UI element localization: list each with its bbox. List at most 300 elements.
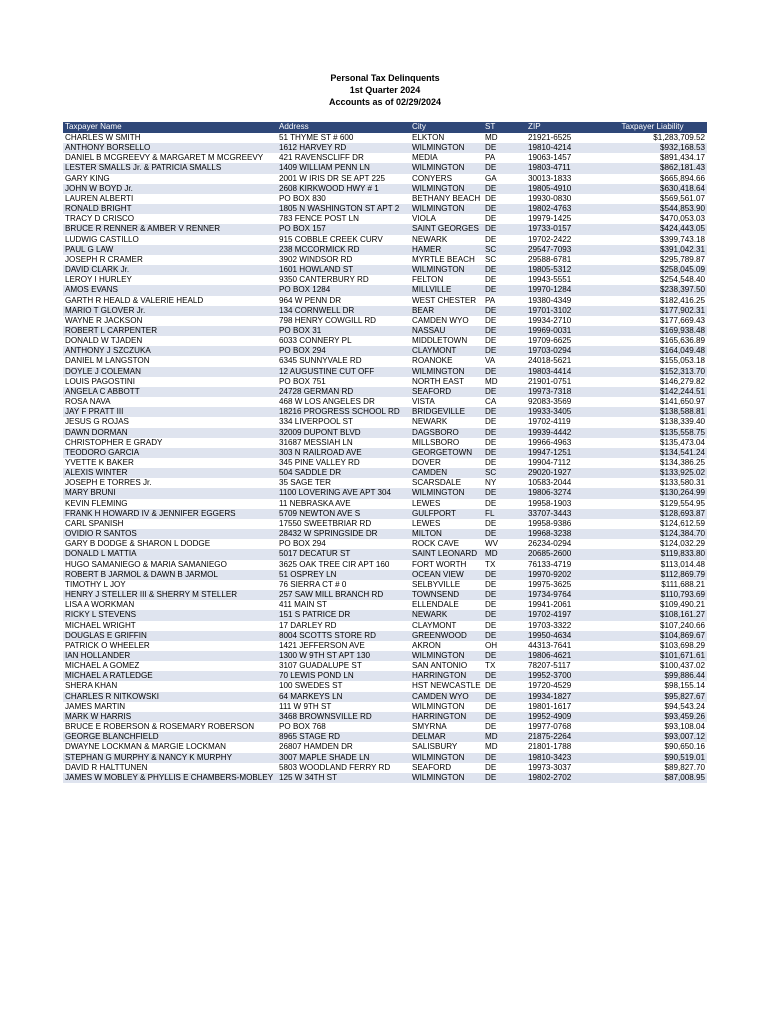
table-row bbox=[63, 306, 707, 316]
address-cell: 1409 WILLIAM PENN LN bbox=[277, 163, 410, 173]
table-body bbox=[63, 133, 707, 783]
zip-cell: 19702-4119 bbox=[528, 417, 571, 427]
zip-cell: 78207-5117 bbox=[528, 661, 571, 671]
zip-cell: 19802-2702 bbox=[526, 773, 598, 783]
city-cell: NORTH EAST bbox=[412, 376, 465, 386]
taxpayer-name-cell: LESTER SMALLS Jr. & PATRICIA SMALLS bbox=[63, 163, 277, 173]
address-cell: 51 THYME ST # 600 bbox=[279, 133, 354, 142]
report-title: Personal Tax Delinquents bbox=[330, 73, 440, 83]
liability-cell: $470,053.03 bbox=[659, 214, 705, 224]
address-cell: 5709 NEWTON AVE S bbox=[277, 509, 410, 519]
taxpayer-name-cell: FRANK H HOWARD IV & JENNIFER EGGERS bbox=[63, 509, 277, 519]
state-cell: DE bbox=[483, 387, 526, 397]
taxpayer-name-cell: MARY BRUNI bbox=[63, 488, 277, 498]
taxpayer-name-cell: CHRISTOPHER E GRADY bbox=[65, 437, 163, 447]
zip-cell: 19703-0294 bbox=[526, 346, 598, 356]
address-cell: 783 FENCE POST LN bbox=[279, 214, 359, 224]
liability-cell: $891,434.17 bbox=[659, 153, 705, 163]
taxpayer-name-cell: DANIEL M LANGSTON bbox=[65, 356, 150, 366]
zip-cell: 19950-4634 bbox=[526, 631, 598, 641]
address-cell: 3007 MAPLE SHADE LN bbox=[277, 753, 410, 763]
address-cell: 257 SAW MILL BRANCH RD bbox=[277, 590, 410, 600]
liability-cell: $113,014.48 bbox=[660, 559, 705, 569]
city-cell: SAINT LEONARD bbox=[410, 549, 483, 559]
liability-cell: $169,938.48 bbox=[598, 326, 707, 336]
city-cell: NEWARK bbox=[412, 417, 448, 427]
state-cell: DE bbox=[485, 722, 497, 732]
table-row bbox=[63, 702, 707, 712]
zip-cell: 19930-0830 bbox=[528, 193, 572, 203]
address-cell: 1100 LOVERING AVE APT 304 bbox=[277, 488, 410, 498]
column-header-taxpayer-liability: Taxpayer Liability bbox=[598, 122, 707, 133]
zip-cell: 21875-2264 bbox=[526, 732, 598, 742]
taxpayer-name-cell: YVETTE K BAKER bbox=[65, 458, 134, 467]
table-row bbox=[63, 590, 707, 600]
zip-cell: 29020-1927 bbox=[526, 468, 598, 478]
liability-cell: $110,793.69 bbox=[598, 590, 707, 600]
address-cell: 70 LEWIS POND LN bbox=[277, 671, 410, 681]
table-row bbox=[63, 174, 707, 184]
address-cell: 5803 WOODLAND FERRY RD bbox=[279, 762, 391, 772]
state-cell: DE bbox=[483, 692, 526, 702]
taxpayer-name-cell: TEODORO GARCIA bbox=[63, 448, 277, 458]
address-cell: PO BOX 830 bbox=[279, 193, 326, 203]
city-cell: NASSAU bbox=[410, 326, 483, 336]
taxpayer-name-cell: DOUGLAS E GRIFFIN bbox=[63, 631, 277, 641]
liability-cell: $103,698.29 bbox=[659, 640, 705, 650]
table-row bbox=[63, 621, 707, 631]
taxpayer-name-cell: MICHAEL A GOMEZ bbox=[65, 661, 140, 671]
liability-cell: $177,902.31 bbox=[598, 306, 707, 316]
zip-cell: 19973-7318 bbox=[526, 387, 598, 397]
state-cell: DE bbox=[483, 326, 526, 336]
city-cell: MIDDLETOWN bbox=[412, 336, 468, 346]
zip-cell: 92083-3569 bbox=[528, 397, 572, 407]
table-row bbox=[63, 184, 707, 194]
liability-cell: $142,244.51 bbox=[598, 387, 707, 397]
state-cell: DE bbox=[483, 428, 526, 438]
address-cell: 8004 SCOTTS STORE RD bbox=[277, 631, 410, 641]
state-cell: DE bbox=[485, 458, 497, 467]
zip-cell: 30013-1833 bbox=[528, 173, 572, 183]
zip-cell: 19734-9764 bbox=[526, 590, 598, 600]
city-cell: GREENWOOD bbox=[410, 631, 483, 641]
zip-cell: 19702-2422 bbox=[528, 234, 572, 244]
taxpayer-name-cell: JAMES W MOBLEY & PHYLLIS E CHAMBERS-MOBLEY bbox=[63, 773, 277, 783]
liability-cell: $165,636.89 bbox=[659, 336, 705, 346]
taxpayer-name-cell: DWAYNE LOCKMAN & MARGIE LOCKMAN bbox=[65, 742, 226, 752]
zip-cell: 19801-1617 bbox=[528, 701, 572, 711]
state-cell: MD bbox=[485, 742, 498, 752]
table-row bbox=[63, 753, 707, 763]
liability-cell: $130,264.99 bbox=[598, 488, 707, 498]
table-row bbox=[63, 417, 707, 427]
address-cell: 17550 SWEETBRIAR RD bbox=[279, 518, 372, 528]
liability-cell: $569,561.07 bbox=[659, 193, 705, 203]
table-row bbox=[63, 610, 707, 620]
taxpayer-name-cell: DOYLE J COLEMAN bbox=[63, 367, 277, 377]
column-header-zip: ZIP bbox=[526, 122, 598, 133]
taxpayer-name-cell: GARY KING bbox=[65, 173, 110, 183]
liability-cell: $100,437.02 bbox=[659, 661, 705, 671]
zip-cell: 19958-1903 bbox=[528, 498, 572, 508]
address-cell: 238 MCCORMICK RD bbox=[277, 245, 410, 255]
state-cell: DE bbox=[483, 163, 526, 173]
table-row bbox=[63, 499, 707, 509]
city-cell: ELLENDALE bbox=[412, 600, 459, 610]
liability-cell: $87,008.95 bbox=[598, 773, 707, 783]
liability-cell: $89,827.70 bbox=[664, 762, 705, 772]
city-cell: SEAFORD bbox=[412, 762, 452, 772]
liability-cell: $630,418.64 bbox=[598, 184, 707, 194]
zip-cell: 19970-1284 bbox=[526, 285, 598, 295]
table-row bbox=[63, 570, 707, 580]
taxpayer-name-cell: HUGO SAMANIEGO & MARIA SAMANIEGO bbox=[65, 559, 227, 569]
state-cell: DE bbox=[483, 143, 526, 153]
city-cell: WILMINGTON bbox=[410, 367, 483, 377]
state-cell: MD bbox=[485, 133, 498, 142]
state-cell: DE bbox=[485, 762, 497, 772]
liability-cell: $128,693.87 bbox=[598, 509, 707, 519]
state-cell: DE bbox=[485, 315, 497, 325]
city-cell: OCEAN VIEW bbox=[410, 570, 483, 580]
table-row bbox=[63, 387, 707, 397]
taxpayer-name-cell: JESUS G ROJAS bbox=[65, 417, 129, 427]
city-cell: MILLVILLE bbox=[410, 285, 483, 295]
state-cell: OH bbox=[485, 640, 498, 650]
state-cell: DE bbox=[485, 193, 497, 203]
taxpayer-name-cell: IAN HOLLANDER bbox=[63, 651, 277, 661]
city-cell: CAMDEN bbox=[410, 468, 483, 478]
state-cell: DE bbox=[483, 285, 526, 295]
city-cell: MILTON bbox=[410, 529, 483, 539]
taxpayer-name-cell: MARK W HARRIS bbox=[63, 712, 277, 722]
liability-cell: $1,283,709.52 bbox=[653, 133, 705, 142]
city-cell: SMYRNA bbox=[412, 722, 447, 732]
address-cell: PO BOX 157 bbox=[277, 224, 410, 234]
state-cell: DE bbox=[485, 275, 497, 285]
state-cell: DE bbox=[485, 214, 497, 224]
liability-cell: $665,894.66 bbox=[659, 173, 705, 183]
column-header-taxpayer-name: Taxpayer Name bbox=[63, 122, 277, 133]
table-row bbox=[63, 255, 707, 265]
city-cell: HARRINGTON bbox=[410, 671, 483, 681]
address-cell: 9350 CANTERBURY RD bbox=[279, 275, 369, 285]
table-row bbox=[63, 316, 707, 326]
address-cell: 1612 HARVEY RD bbox=[277, 143, 410, 153]
taxpayer-name-cell: BRUCE R RENNER & AMBER V RENNER bbox=[63, 224, 277, 234]
address-cell: 303 N RAILROAD AVE bbox=[277, 448, 410, 458]
liability-cell: $932,168.53 bbox=[598, 143, 707, 153]
taxpayer-name-cell: RICKY L STEVENS bbox=[63, 610, 277, 620]
taxpayer-name-cell: JAMES MARTIN bbox=[65, 701, 126, 711]
liability-cell: $101,671.61 bbox=[598, 651, 707, 661]
table-row bbox=[63, 641, 707, 651]
state-cell: DE bbox=[483, 184, 526, 194]
state-cell: DE bbox=[483, 651, 526, 661]
address-cell: 35 SAGE TER bbox=[279, 478, 332, 488]
state-cell: PA bbox=[485, 153, 496, 163]
address-cell: 345 PINE VALLEY RD bbox=[279, 458, 360, 467]
state-cell: DE bbox=[485, 336, 497, 346]
address-cell: 421 RAVENSCLIFF DR bbox=[279, 153, 364, 163]
city-cell: DOVER bbox=[412, 458, 441, 467]
table-row bbox=[63, 133, 707, 143]
address-cell: 3468 BROWNSVILLE RD bbox=[277, 712, 410, 722]
city-cell: NEWARK bbox=[410, 610, 483, 620]
table-row bbox=[63, 285, 707, 295]
column-header-address: Address bbox=[277, 122, 410, 133]
liability-cell: $95,827.67 bbox=[598, 692, 707, 702]
table-row bbox=[63, 204, 707, 214]
zip-cell: 19975-3625 bbox=[528, 579, 572, 589]
address-cell: 3902 WINDSOR RD bbox=[279, 254, 353, 264]
delinquents-table bbox=[63, 122, 707, 783]
city-cell: WILMINGTON bbox=[410, 163, 483, 173]
zip-cell: 19063-1457 bbox=[528, 153, 572, 163]
state-cell: DE bbox=[483, 529, 526, 539]
state-cell: DE bbox=[483, 773, 526, 783]
zip-cell: 19970-9202 bbox=[526, 570, 598, 580]
liability-cell: $155,053.18 bbox=[659, 356, 705, 366]
table-row bbox=[63, 661, 707, 671]
taxpayer-name-cell: GARY B DODGE & SHARON L DODGE bbox=[65, 539, 211, 549]
table-row bbox=[63, 519, 707, 529]
liability-cell: $129,554.95 bbox=[659, 498, 705, 508]
taxpayer-name-cell: JAY F PRATT III bbox=[63, 407, 277, 417]
address-cell: 24728 GERMAN RD bbox=[277, 387, 410, 397]
taxpayer-name-cell: KEVIN FLEMING bbox=[65, 498, 128, 508]
delinquents-table-container bbox=[63, 122, 707, 783]
zip-cell: 44313-7641 bbox=[528, 640, 572, 650]
city-cell: LEWES bbox=[412, 498, 441, 508]
state-cell: SC bbox=[483, 468, 526, 478]
zip-cell: 19702-4197 bbox=[526, 610, 598, 620]
liability-cell: $111,688.21 bbox=[661, 579, 705, 589]
state-cell: PA bbox=[485, 295, 496, 305]
table-row bbox=[63, 681, 707, 691]
address-cell: 64 MARKEYS LN bbox=[277, 692, 410, 702]
taxpayer-name-cell: AMOS EVANS bbox=[63, 285, 277, 295]
state-cell: DE bbox=[483, 570, 526, 580]
table-row bbox=[63, 509, 707, 519]
zip-cell: 10583-2044 bbox=[528, 478, 572, 488]
liability-cell: $391,042.31 bbox=[598, 245, 707, 255]
address-cell: 2608 KIRKWOOD HWY # 1 bbox=[277, 184, 410, 194]
city-cell: WILMINGTON bbox=[410, 265, 483, 275]
table-row bbox=[63, 448, 707, 458]
city-cell: SAINT GEORGES bbox=[410, 224, 483, 234]
address-cell: 1300 W 9TH ST APT 130 bbox=[277, 651, 410, 661]
table-row bbox=[63, 326, 707, 336]
taxpayer-name-cell: CHARLES W SMITH bbox=[65, 133, 141, 142]
liability-cell: $135,558.75 bbox=[598, 428, 707, 438]
city-cell: WILMINGTON bbox=[410, 488, 483, 498]
state-cell: WV bbox=[485, 539, 499, 549]
city-cell: HARRINGTON bbox=[410, 712, 483, 722]
city-cell: NEWARK bbox=[412, 234, 448, 244]
liability-cell: $258,045.09 bbox=[598, 265, 707, 275]
state-cell: DE bbox=[485, 437, 497, 447]
address-cell: 1601 HOWLAND ST bbox=[277, 265, 410, 275]
city-cell: TOWNSEND bbox=[410, 590, 483, 600]
zip-cell: 19977-0768 bbox=[528, 722, 572, 732]
liability-cell: $104,869.67 bbox=[598, 631, 707, 641]
taxpayer-name-cell: GARTH R HEALD & VALERIE HEALD bbox=[65, 295, 204, 305]
city-cell: CLAYMONT bbox=[412, 620, 457, 630]
zip-cell: 19933-3405 bbox=[526, 407, 598, 417]
state-cell: NY bbox=[485, 478, 497, 488]
address-cell: 32009 DUPONT BLVD bbox=[277, 428, 410, 438]
taxpayer-name-cell: RONALD BRIGHT bbox=[63, 204, 277, 214]
state-cell: DE bbox=[485, 518, 497, 528]
state-cell: DE bbox=[485, 600, 497, 610]
liability-cell: $98,155.14 bbox=[664, 681, 705, 691]
liability-cell: $134,386.25 bbox=[659, 458, 705, 467]
taxpayer-name-cell: MARIO T GLOVER Jr. bbox=[63, 306, 277, 316]
state-cell: TX bbox=[485, 559, 496, 569]
liability-cell: $133,925.02 bbox=[598, 468, 707, 478]
table-header-row bbox=[63, 122, 707, 133]
taxpayer-name-cell: TIMOTHY L JOY bbox=[65, 579, 126, 589]
table-row bbox=[63, 458, 707, 468]
taxpayer-name-cell: MICHAEL A RATLEDGE bbox=[63, 671, 277, 681]
state-cell: DE bbox=[483, 346, 526, 356]
state-cell: VA bbox=[485, 356, 496, 366]
address-cell: PO BOX 294 bbox=[277, 346, 410, 356]
table-row bbox=[63, 438, 707, 448]
address-cell: 915 COBBLE CREEK CURV bbox=[279, 234, 383, 244]
city-cell: DELMAR bbox=[410, 732, 483, 742]
table-row bbox=[63, 245, 707, 255]
zip-cell: 19958-9386 bbox=[528, 518, 572, 528]
report-as-of-date: Accounts as of 02/29/2024 bbox=[328, 97, 442, 107]
zip-cell: 19380-4349 bbox=[528, 295, 572, 305]
table-row bbox=[63, 224, 707, 234]
taxpayer-name-cell: ANGELA C ABBOTT bbox=[63, 387, 277, 397]
zip-cell: 19720-4529 bbox=[528, 681, 572, 691]
taxpayer-name-cell: WAYNE R JACKSON bbox=[65, 315, 143, 325]
table-row bbox=[63, 539, 707, 549]
zip-cell: 19934-2710 bbox=[528, 315, 572, 325]
table-row bbox=[63, 468, 707, 478]
taxpayer-name-cell: HENRY J STELLER III & SHERRY M STELLER bbox=[63, 590, 277, 600]
address-cell: PO BOX 768 bbox=[279, 722, 326, 732]
liability-cell: $134,541.24 bbox=[598, 448, 707, 458]
table-row bbox=[63, 336, 707, 346]
state-cell: DE bbox=[483, 407, 526, 417]
table-row bbox=[63, 712, 707, 722]
taxpayer-name-cell: DAVID R HALTTUNEN bbox=[65, 762, 148, 772]
table-row bbox=[63, 194, 707, 204]
table-row bbox=[63, 763, 707, 773]
zip-cell: 76133-4719 bbox=[528, 559, 572, 569]
address-cell: 334 LIVERPOOL ST bbox=[279, 417, 353, 427]
address-cell: PO BOX 31 bbox=[277, 326, 410, 336]
address-cell: 18216 PROGRESS SCHOOL RD bbox=[277, 407, 410, 417]
table-row bbox=[63, 671, 707, 681]
liability-cell: $135,473.04 bbox=[659, 437, 705, 447]
zip-cell: 24018-5621 bbox=[528, 356, 572, 366]
city-cell: WILMINGTON bbox=[410, 773, 483, 783]
table-row bbox=[63, 356, 707, 366]
table-row bbox=[63, 346, 707, 356]
state-cell: TX bbox=[485, 661, 496, 671]
address-cell: PO BOX 294 bbox=[279, 539, 326, 549]
liability-cell: $399,743.18 bbox=[659, 234, 705, 244]
liability-cell: $138,588.81 bbox=[598, 407, 707, 417]
address-cell: 5017 DECATUR ST bbox=[277, 549, 410, 559]
taxpayer-name-cell: ANTHONY J SZCZUKA bbox=[63, 346, 277, 356]
liability-cell: $862,181.43 bbox=[598, 163, 707, 173]
taxpayer-name-cell: DONALD L MATTIA bbox=[63, 549, 277, 559]
table-row bbox=[63, 488, 707, 498]
liability-cell: $90,519.01 bbox=[598, 753, 707, 763]
table-row bbox=[63, 143, 707, 153]
taxpayer-name-cell: DONALD W TJADEN bbox=[65, 336, 143, 346]
liability-cell: $93,459.26 bbox=[598, 712, 707, 722]
address-cell: 28432 W SPRINGSIDE DR bbox=[277, 529, 410, 539]
zip-cell: 19904-7112 bbox=[528, 458, 571, 467]
table-row bbox=[63, 773, 707, 783]
city-cell: SCARSDALE bbox=[412, 478, 462, 488]
zip-cell: 19966-4963 bbox=[528, 437, 572, 447]
state-cell: DE bbox=[483, 610, 526, 620]
address-cell: 31687 MESSIAH LN bbox=[279, 437, 353, 447]
city-cell: WILMINGTON bbox=[412, 701, 465, 711]
address-cell: 6033 CONNERY PL bbox=[279, 336, 352, 346]
taxpayer-name-cell: LOUIS PAGOSTINI bbox=[65, 376, 136, 386]
liability-cell: $94,543.24 bbox=[664, 701, 705, 711]
address-cell: 964 W PENN DR bbox=[279, 295, 342, 305]
zip-cell: 29547-7093 bbox=[526, 245, 598, 255]
state-cell: DE bbox=[485, 681, 497, 691]
address-cell: 411 MAIN ST bbox=[279, 600, 327, 610]
liability-cell: $108,161.27 bbox=[598, 610, 707, 620]
address-cell: 134 CORNWELL DR bbox=[277, 306, 410, 316]
city-cell: WILMINGTON bbox=[410, 184, 483, 194]
table-row bbox=[63, 692, 707, 702]
zip-cell: 33707-3443 bbox=[526, 509, 598, 519]
city-cell: WILMINGTON bbox=[410, 753, 483, 763]
table-row bbox=[63, 732, 707, 742]
city-cell: HST NEWCASTLE bbox=[412, 681, 481, 691]
zip-cell: 19806-3274 bbox=[526, 488, 598, 498]
state-cell: SC bbox=[483, 245, 526, 255]
state-cell: DE bbox=[485, 417, 497, 427]
city-cell: MYRTLE BEACH bbox=[412, 254, 475, 264]
city-cell: LEWES bbox=[412, 518, 441, 528]
liability-cell: $99,886.44 bbox=[598, 671, 707, 681]
address-cell: 3625 OAK TREE CIR APT 160 bbox=[279, 559, 390, 569]
address-cell: 111 W 9TH ST bbox=[279, 701, 332, 711]
state-cell: DE bbox=[485, 620, 497, 630]
zip-cell: 19802-4763 bbox=[526, 204, 598, 214]
address-cell: 504 SADDLE DR bbox=[277, 468, 410, 478]
city-cell: BETHANY BEACH bbox=[412, 193, 481, 203]
address-cell: 17 DARLEY RD bbox=[279, 620, 337, 630]
city-cell: ROANOKE bbox=[412, 356, 453, 366]
zip-cell: 19968-3238 bbox=[526, 529, 598, 539]
table-row bbox=[63, 265, 707, 275]
zip-cell: 19810-3423 bbox=[526, 753, 598, 763]
state-cell: DE bbox=[483, 367, 526, 377]
table-row bbox=[63, 407, 707, 417]
liability-cell: $124,612.59 bbox=[659, 518, 705, 528]
table-row bbox=[63, 478, 707, 488]
address-cell: 3107 GUADALUPE ST bbox=[279, 661, 362, 671]
zip-cell: 19803-4414 bbox=[526, 367, 598, 377]
